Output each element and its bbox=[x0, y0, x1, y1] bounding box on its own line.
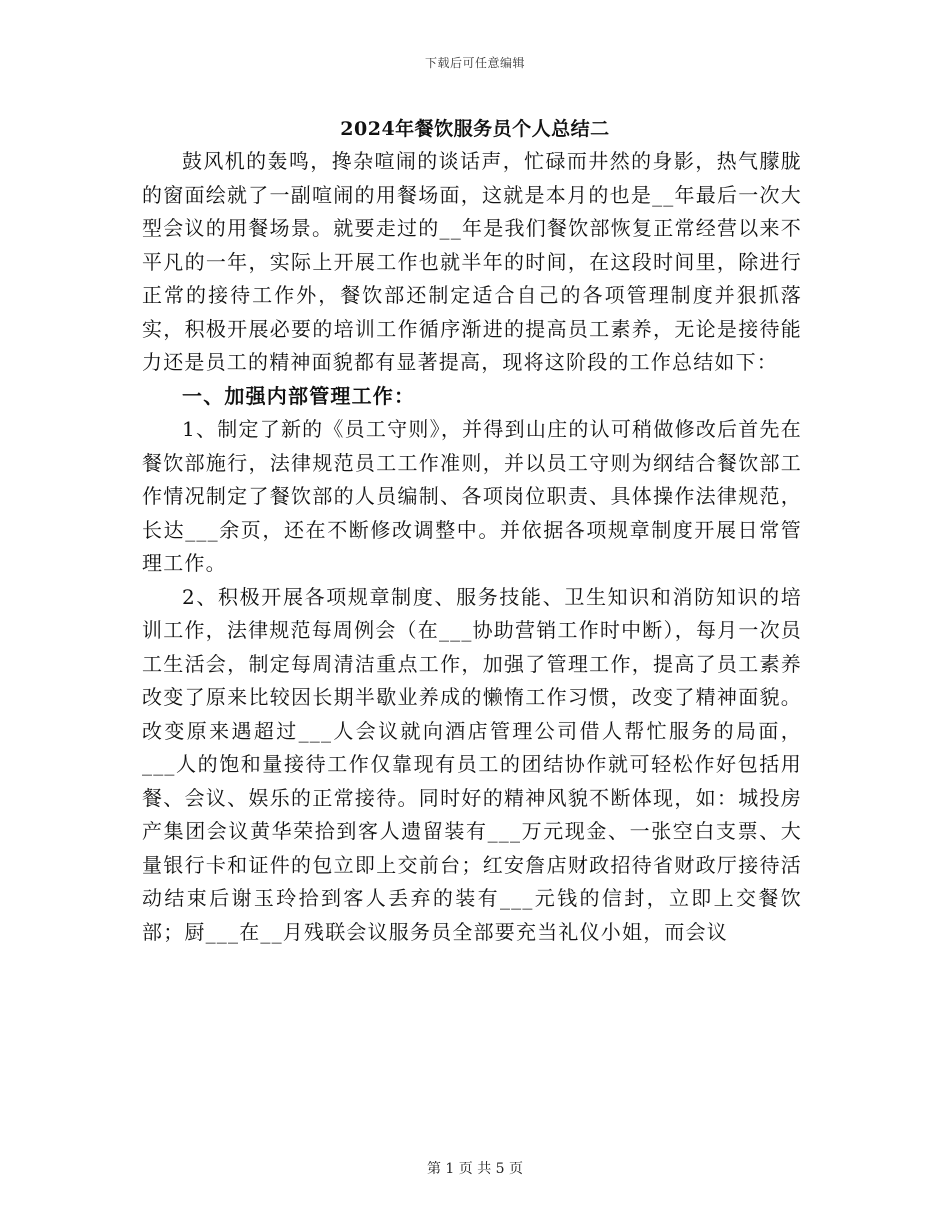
list-item-2: 2、积极开展各项规章制度、服务技能、卫生知识和消防知识的培训工作，法律规范每周例会（在___协助营销工作时中断），每月一次员工生活会，制定每周清洁重点工作，加强了管理工作，提高了员工素养改变了原来比较因长期半歇业养成的懒惰工作习惯，改变了精神面貌。改变原来遇超过___人会议就向酒店管理公司借人帮忙服务的局面，___人的饱和量接待工作仅靠现有员工的团结协作就可轻松作好包括用餐、会议、娱乐的正常接待。同时好的精神风貌不断体现，如：城投房产集团会议黄华荣拾到客人遗留装有___万元现金、一张空白支票、大量银行卡和证件的包立即上交前台；红安詹店财政招待省财政厅接待活动结束后谢玉玲拾到客人丢弃的装有___元钱的信封，立即上交餐饮部；厨___在__月残联会议服务员全部要充当礼仪小姐，而会议 bbox=[142, 584, 802, 944]
document-body bbox=[142, 145, 802, 949]
document-title: 2024年餐饮服务员个人总结二 bbox=[340, 118, 610, 140]
intro-paragraph: 鼓风机的轰鸣，搀杂喧闹的谈话声，忙碌而井然的身影，热气朦胧的窗面绘就了一副喧闹的用餐场面，这就是本月的也是__年最后一次大型会议的用餐场景。就要走过的__年是我们餐饮部恢复正常经营以来不平凡的一年，实际上开展工作也就半年的时间，在这段时间里，除进行正常的接待工作外，餐饮部还制定适合自己的各项管理制度并狠抓落实，积极开展必要的培训工作循序渐进的提高员工素养，无论是接待能力还是员工的精神面貌都有显著提高，现将这阶段的工作总结如下： bbox=[142, 149, 802, 374]
section-heading: 一、加强内部管理工作： bbox=[182, 383, 416, 408]
list-item-1: 1、制定了新的《员工守则》，并得到山庄的认可稍做修改后首先在餐饮部施行，法律规范员工工作准则，并以员工守则为纲结合餐饮部工作情况制定了餐饮部的人员编制、各项岗位职责、具体操作法律规范，长达___余页，还在不断修改调整中。并依据各项规章制度开展日常管理工作。 bbox=[142, 417, 802, 575]
page-number: 第 1 页 共 5 页 bbox=[426, 1161, 524, 1177]
page-header-note: 下载后可任意编辑 bbox=[424, 56, 525, 70]
